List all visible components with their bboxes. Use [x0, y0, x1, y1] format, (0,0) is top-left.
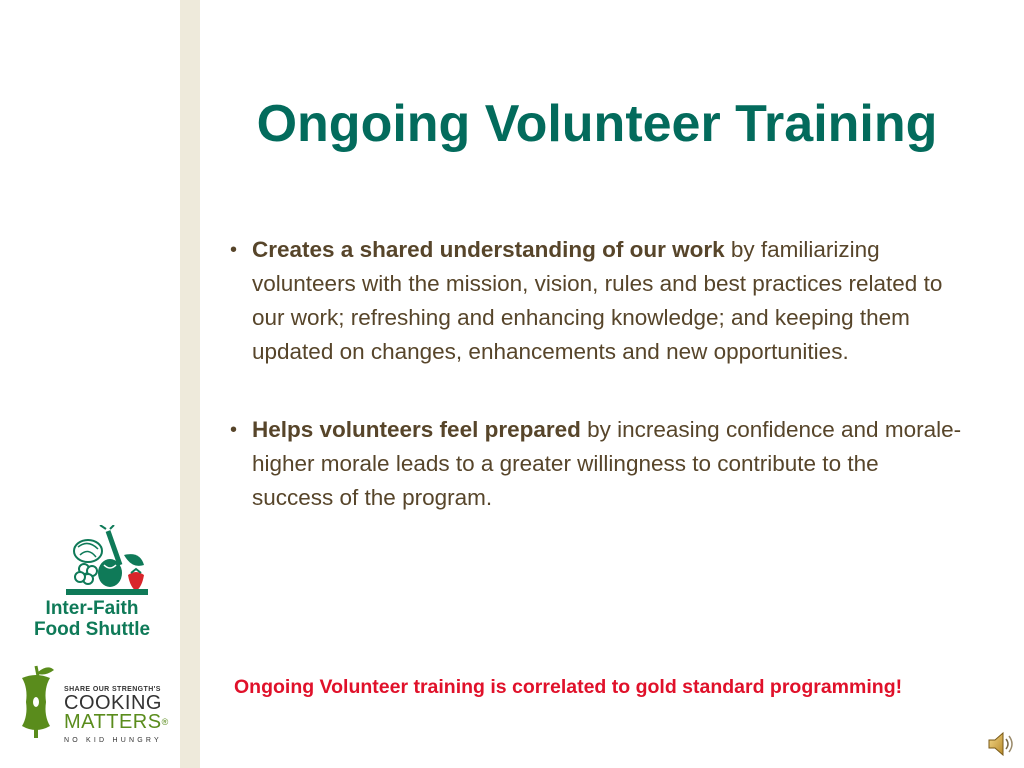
- food-basket-icon: [48, 525, 148, 597]
- apple-core-icon: [14, 662, 60, 742]
- bullet-dot: •: [230, 419, 238, 441]
- ifs-logo: [18, 525, 166, 645]
- slide-title: Ongoing Volunteer Training: [256, 95, 938, 153]
- bullet-bold-text: Creates a shared understanding of our work: [252, 237, 725, 262]
- cooking-matters-logo: [14, 660, 180, 750]
- bullet-text: by increasing confidence and morale- higher morale leads to a greater willingness to contribute to the success of the program.: [252, 417, 962, 510]
- side-stripe: [180, 0, 200, 768]
- ifs-line-1: Inter-Faith: [45, 598, 139, 619]
- ifs-line-2: Food Shuttle: [33, 619, 151, 640]
- bullet-dot: •: [230, 239, 238, 261]
- bullet-list: [228, 233, 963, 515]
- speaker-icon[interactable]: [985, 728, 1017, 760]
- cooking-matters-word-cooking: COOKING: [64, 692, 162, 714]
- cooking-matters-word-matters-text: MATTERS: [64, 711, 162, 733]
- ifs-logo-text: [18, 598, 166, 640]
- bullet-item: [228, 413, 963, 515]
- bullet-item: [228, 233, 963, 369]
- bullet-bold-text: Helps volunteers feel prepared: [252, 417, 581, 442]
- bullet-text: by familiarizing volunteers with the mission, vision, rules and best practices related to our work; refreshing and enhancing knowledge; and keeping them updated on changes, enhancements and new opportunities.: [252, 237, 943, 364]
- cooking-matters-tagline: SHARE OUR STRENGTH'S: [64, 686, 161, 693]
- registered-mark: ®: [161, 717, 169, 727]
- cooking-matters-word-matters: [64, 712, 169, 732]
- footer-note: Ongoing Volunteer training is correlated to gold standard programming!: [234, 676, 903, 698]
- cooking-matters-subline: NO KID HUNGRY: [64, 737, 162, 744]
